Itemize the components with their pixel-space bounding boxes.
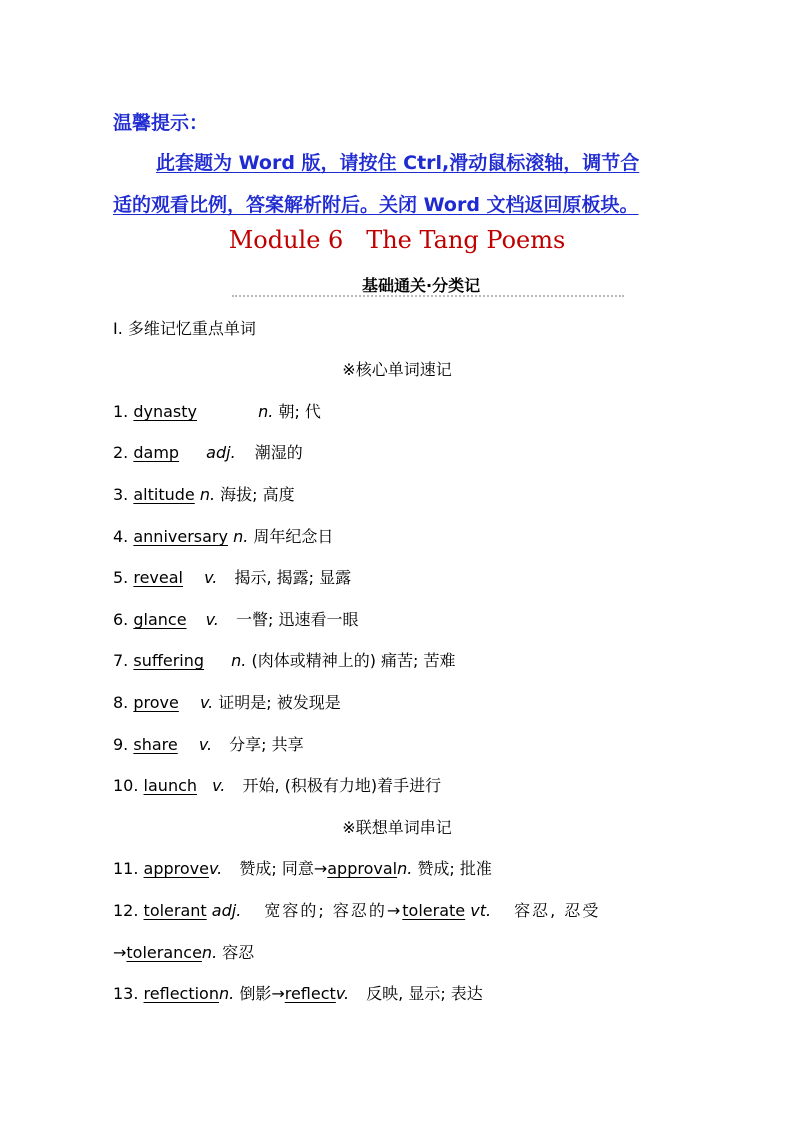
derived-pos: n. xyxy=(397,859,413,878)
derived-word: tolerate xyxy=(402,901,466,920)
entry-word: reflection xyxy=(143,984,219,1003)
entry-pos: v. xyxy=(198,735,213,754)
core-words-heading: ※核心单词速记 xyxy=(342,360,452,379)
word-entry xyxy=(113,773,441,796)
derived-word: approval xyxy=(327,859,398,878)
entry-word: anniversary xyxy=(133,527,228,546)
tip-line-2: 适的观看比例，答案解析附后。关闭 Word 文档返回原板块。 xyxy=(113,194,639,216)
word-entry xyxy=(113,440,303,463)
entry-word: dynasty xyxy=(133,402,198,421)
word-entry xyxy=(113,399,321,422)
entry-number: 9. xyxy=(113,735,129,754)
word-entry xyxy=(113,565,351,588)
entry-meaning: 证明是; 被发现是 xyxy=(218,693,341,712)
module-title: Module 6 The Tang Poems xyxy=(228,226,566,254)
derived-word: reflect xyxy=(284,984,336,1003)
entry-pos: adj. xyxy=(211,901,242,920)
entry-number: 2. xyxy=(113,443,129,462)
entry-pos: adj. xyxy=(206,443,236,462)
entry-pos: v. xyxy=(199,693,214,712)
entry-word: suffering xyxy=(133,651,205,670)
word-entry xyxy=(113,648,456,671)
arrow-prefix: → xyxy=(113,943,127,962)
dotted-divider xyxy=(232,295,624,297)
entry-meaning: 朝; 代 xyxy=(278,402,321,421)
tip-line-1: 此套题为 Word 版，请按住 Ctrl,滑动鼠标滚轴，调节合 xyxy=(156,152,640,174)
derived-pos: v. xyxy=(335,984,350,1003)
entry-number: 4. xyxy=(113,527,129,546)
entry-meaning: 倒影→ xyxy=(239,984,285,1003)
entry-number: 3. xyxy=(113,485,129,504)
word-entry xyxy=(113,856,492,879)
entry-meaning: 开始, (积极有力地)着手进行 xyxy=(242,776,442,795)
entry-word: glance xyxy=(133,610,187,629)
entry-pos: v. xyxy=(204,568,218,587)
entry-number: 12. xyxy=(113,901,139,920)
entry-number: 8. xyxy=(113,693,129,712)
entry-pos: v. xyxy=(212,776,226,795)
entry-meaning: 宽容的; 容忍的→ xyxy=(264,901,403,920)
derived-meaning: 容忍 xyxy=(222,943,255,962)
entry-word: reveal xyxy=(133,568,183,587)
section-heading: Ⅰ. 多维记忆重点单词 xyxy=(113,319,256,338)
derived-meaning: 容忍, 忍受 xyxy=(514,901,601,920)
derived-word: tolerance xyxy=(126,943,202,962)
entry-meaning: 海拔; 高度 xyxy=(220,485,295,504)
entry-number: 11. xyxy=(113,859,139,878)
word-entry xyxy=(113,898,600,921)
entry-number: 10. xyxy=(113,776,139,795)
entry-word: launch xyxy=(143,776,198,795)
tip-heading: 温馨提示： xyxy=(113,112,209,134)
entry-meaning: 赞成; 同意→ xyxy=(239,859,328,878)
word-entry xyxy=(113,482,295,505)
entry-word: tolerant xyxy=(143,901,207,920)
word-entry xyxy=(113,732,304,755)
entry-number: 6. xyxy=(113,610,129,629)
entry-pos: v. xyxy=(205,610,219,629)
word-entry xyxy=(113,690,341,713)
word-entry xyxy=(113,607,358,630)
entry-word: prove xyxy=(133,693,179,712)
entry-pos: v. xyxy=(209,859,223,878)
word-entry xyxy=(113,981,483,1004)
entry-meaning: 潮湿的 xyxy=(254,443,303,462)
assoc-words-heading: ※联想单词串记 xyxy=(342,818,452,837)
entry-word: altitude xyxy=(133,485,195,504)
entry-meaning: (肉体或精神上的) 痛苦; 苦难 xyxy=(251,651,456,670)
derived-pos: vt. xyxy=(470,901,492,920)
entry-meaning: 一瞥; 迅速看一眼 xyxy=(235,610,359,629)
entry-meaning: 揭示, 揭露; 显露 xyxy=(234,568,352,587)
derived-pos: n. xyxy=(201,943,218,962)
entry-pos: n. xyxy=(231,651,247,670)
entry-number: 1. xyxy=(113,402,129,421)
entry-meaning: 周年纪念日 xyxy=(253,527,334,546)
entry-word: damp xyxy=(133,443,180,462)
word-entry xyxy=(113,524,333,547)
entry-meaning: 分享; 共享 xyxy=(229,735,304,754)
entry-word: approve xyxy=(143,859,209,878)
word-entry-continued xyxy=(113,940,254,963)
entry-pos: n. xyxy=(199,485,216,504)
entry-pos: n. xyxy=(218,984,235,1003)
entry-number: 5. xyxy=(113,568,129,587)
entry-number: 13. xyxy=(113,984,139,1003)
entry-number: 7. xyxy=(113,651,129,670)
derived-meaning: 赞成; 批准 xyxy=(417,859,492,878)
section-subtitle: 基础通关·分类记 xyxy=(362,276,481,295)
entry-pos: n. xyxy=(258,402,274,421)
entry-pos: n. xyxy=(233,527,249,546)
entry-word: share xyxy=(133,735,178,754)
derived-meaning: 反映, 显示; 表达 xyxy=(366,984,483,1003)
